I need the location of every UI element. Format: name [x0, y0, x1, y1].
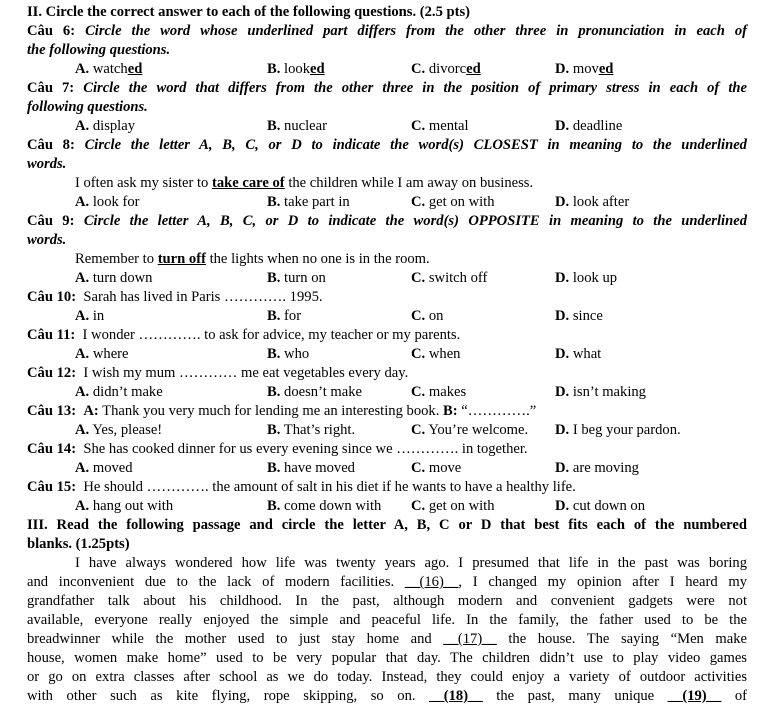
q9-option-c[interactable]: C. switch off [411, 270, 488, 286]
q11-question: Câu 11: I wonder …………. to ask for advice, my teacher or my parents. [27, 327, 461, 343]
q7-instruction-line1: Câu 7: Circle the word that differs from the other three in the position of primary stress in each of the [27, 80, 747, 96]
q10-option-b[interactable]: B. for [267, 308, 302, 324]
q6-option-d[interactable]: D. moved [555, 61, 614, 77]
q14-options [27, 459, 747, 478]
q12-question: Câu 12: I wish my mum ………… me eat vegetables every day. [27, 365, 409, 381]
section-3-title-line2: blanks. (1.25pts) [27, 536, 130, 552]
q6-instruction-line2: the following questions. [27, 42, 171, 58]
q12-option-b[interactable]: B. doesn’t make [267, 384, 362, 400]
q11-option-d[interactable]: D. what [555, 346, 602, 362]
q8-option-b[interactable]: B. take part in [267, 194, 350, 210]
q9-option-d[interactable]: D. look up [555, 270, 618, 286]
q6-options [27, 60, 747, 79]
q7-option-a[interactable]: A. display [75, 118, 136, 134]
q12-option-c[interactable]: C. makes [411, 384, 467, 400]
passage-line-7: or go on extra classes after school as we do today. Instead, they could enjoy a variety of outdoor activities [27, 669, 747, 685]
q7-options [27, 117, 747, 136]
q15-option-d[interactable]: D. cut down on [555, 498, 646, 514]
q10-option-c[interactable]: C. on [411, 308, 444, 324]
passage-line-2: and inconvenient due to the lack of modern facilities. __(16)__, I changed my opinion after I heard my [27, 574, 747, 590]
q10-option-d[interactable]: D. since [555, 308, 603, 324]
q7-option-b[interactable]: B. nuclear [267, 118, 327, 134]
q9-instruction-line1: Câu 9: Circle the letter A, B, C, or D to indicate the word(s) OPPOSITE in meaning to the underlined [27, 213, 747, 229]
q13-option-b[interactable]: B. That’s right. [267, 422, 356, 438]
blank-18[interactable]: __(18)__ [429, 688, 483, 704]
q15-option-c[interactable]: C. get on with [411, 498, 495, 514]
q8-option-a[interactable]: A. look for [75, 194, 140, 210]
q8-option-c[interactable]: C. get on with [411, 194, 495, 210]
q10-options [27, 307, 747, 326]
q11-option-c[interactable]: C. when [411, 346, 461, 362]
q11-option-a[interactable]: A. where [75, 346, 129, 362]
passage-line-6: house, women make home” used to be very popular that day. The children didn’t use to play video games [27, 650, 747, 666]
q6-option-b[interactable]: B. looked [267, 61, 325, 77]
q6-number: Câu 6: [27, 23, 76, 39]
q15-option-a[interactable]: A. hang out with [75, 498, 174, 514]
passage-line-8: with other such as kite flying, rope skipping, so on. __(18)__ the past, many unique __(19)__ of [27, 688, 747, 704]
passage-line-3: grandfather talk about his childhood. In the past, although modern and convenient gadgets were not [27, 593, 747, 609]
q11-option-b[interactable]: B. who [267, 346, 310, 362]
q12-option-a[interactable]: A. didn’t make [75, 384, 163, 400]
q6-option-a[interactable]: A. watched [75, 61, 143, 77]
q15-options [27, 497, 747, 516]
q8-underlined-phrase: take care of [212, 175, 285, 191]
q10-option-a[interactable]: A. in [75, 308, 105, 324]
q7-option-c[interactable]: C. mental [411, 118, 469, 134]
blank-19[interactable]: __(19)__ [667, 688, 722, 704]
q15-option-b[interactable]: B. come down with [267, 498, 382, 514]
q9-underlined-phrase: turn off [157, 251, 206, 267]
q14-question: Câu 14: She has cooked dinner for us every evening since we …………. in together. [27, 441, 528, 457]
worksheet-page [27, 3, 747, 706]
q9-sentence: Remember to turn off the lights when no one is in the room. [75, 251, 430, 267]
q6-option-c[interactable]: C. divorced [411, 61, 481, 77]
q8-sentence: I often ask my sister to take care of the children while I am away on business. [75, 175, 534, 191]
q9-options [27, 269, 747, 288]
q13-option-a[interactable]: A. Yes, please! [75, 422, 163, 438]
q9-instruction-line2: words. [27, 232, 67, 248]
section-2-title: II. Circle the correct answer to each of the following questions. (2.5 pts) [27, 4, 471, 20]
q8-options [27, 193, 747, 212]
section-3-title-line1: III. Read the following passage and circle the letter A, B, C or D that best fits each of the numbered [27, 517, 747, 533]
blank-17[interactable]: __(17)__ [443, 631, 497, 647]
q12-option-d[interactable]: D. isn’t making [555, 384, 646, 400]
q7-instruction-line2: following questions. [27, 99, 148, 115]
passage-line-1: I have always wondered how life was twenty years ago. I presumed that life in the past was boring [75, 555, 747, 571]
q8-option-d[interactable]: D. look after [555, 194, 630, 210]
q8-instruction-line2: words. [27, 156, 67, 172]
q14-option-a[interactable]: A. moved [75, 460, 133, 476]
q14-option-d[interactable]: D. are moving [555, 460, 639, 476]
q7-option-d[interactable]: D. deadline [555, 118, 623, 134]
blank-16[interactable]: __(16)__ [404, 574, 459, 590]
q13-option-c[interactable]: C. You’re welcome. [411, 422, 529, 438]
q15-question: Câu 15: He should …………. the amount of salt in his diet if he wants to have a healthy life. [27, 479, 576, 495]
q11-options [27, 345, 747, 364]
q13-question: Câu 13: A: Thank you very much for lending me an interesting book. B: “………….” [27, 403, 537, 419]
q12-options [27, 383, 747, 402]
q14-option-b[interactable]: B. have moved [267, 460, 355, 476]
q10-question: Câu 10: Sarah has lived in Paris …………. 1995. [27, 289, 323, 305]
q6-instruction-line1: Câu 6: Circle the word whose underlined part differs from the other three in pronunciation in each of [27, 23, 747, 39]
passage-line-4: available, everyone really enjoyed the simple and peaceful life. In the family, the father used to be the [27, 612, 747, 628]
q13-options [27, 421, 747, 440]
q14-option-c[interactable]: C. move [411, 460, 462, 476]
q8-instruction-line1: Câu 8: Circle the letter A, B, C, or D to indicate the word(s) CLOSEST in meaning to the underlined [27, 137, 747, 153]
passage-line-5: breadwinner while the mother used to just stay home and __(17)__ the house. The saying “Men make [27, 631, 747, 647]
q9-option-b[interactable]: B. turn on [267, 270, 326, 286]
q13-option-d[interactable]: D. I beg your pardon. [555, 422, 681, 438]
q9-option-a[interactable]: A. turn down [75, 270, 153, 286]
